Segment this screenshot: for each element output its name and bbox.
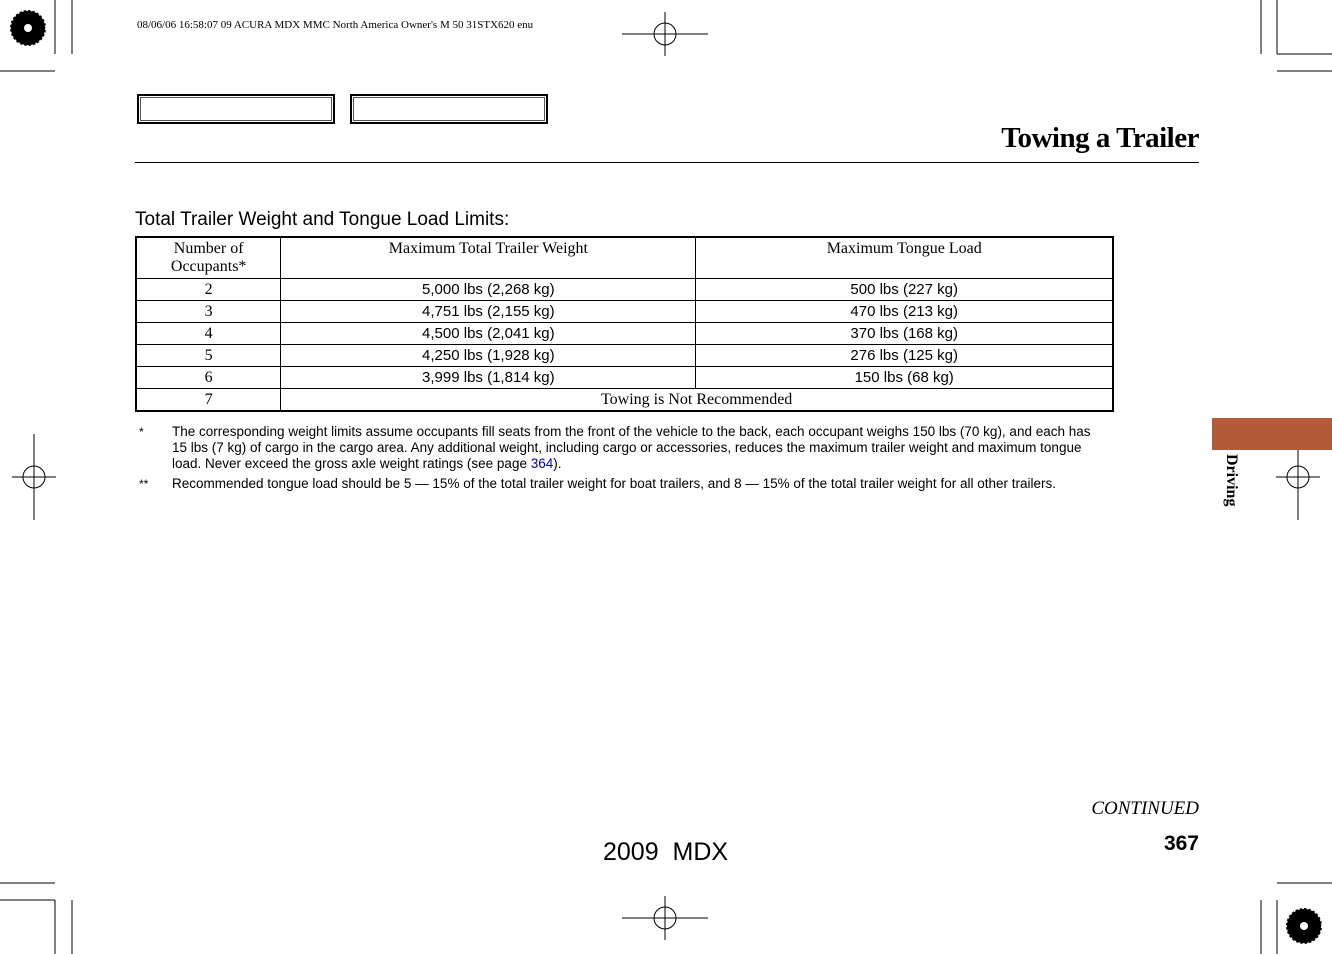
trailer-weight-cell: 4,250 lbs (1,928 kg) <box>281 345 696 367</box>
table-row <box>136 279 1113 301</box>
section-title: Total Trailer Weight and Tongue Load Limits: <box>135 209 510 230</box>
table-row <box>136 301 1113 323</box>
footnote-2 <box>139 476 1099 510</box>
footnote-1-text <box>172 424 1102 472</box>
page-title: Towing a Trailer <box>1001 122 1199 154</box>
footnote-2-mark: ** <box>139 477 149 491</box>
print-info: 08/06/06 16:58:07 09 ACURA MDX MMC North America Owner's M 50 31STX620 enu <box>137 19 534 31</box>
footnote-1-text-after: ). <box>553 456 562 471</box>
table-row <box>136 323 1113 345</box>
footnote-1-text-before: The corresponding weight limits assume occupants fill seats from the front of the vehicle to the back, each occupant weighs 150 lbs (70 kg), and each has 15 lbs (7 kg) of cargo in the cargo area. Any additional weight, including cargo or accessories, reduces the maximum trailer weight and maximum tongue load. Never exceed the gross axle weight ratings (see page <box>172 424 1091 471</box>
nav-button-right[interactable] <box>350 94 548 124</box>
footnote-1-mark: * <box>139 425 144 439</box>
limits-table <box>135 236 1114 412</box>
occupants-cell: 2 <box>136 279 281 301</box>
section-tab[interactable] <box>1212 418 1332 450</box>
occupants-cell: 3 <box>136 301 281 323</box>
header-tongue-load: Maximum Tongue Load <box>696 237 1113 279</box>
table-header-row <box>136 237 1113 279</box>
table-row <box>136 367 1113 389</box>
trailer-weight-cell: 5,000 lbs (2,268 kg) <box>281 279 696 301</box>
header-trailer-weight: Maximum Total Trailer Weight <box>281 237 696 279</box>
tongue-load-cell: 470 lbs (213 kg) <box>696 301 1113 323</box>
not-recommended-cell: Towing is Not Recommended <box>281 389 1113 412</box>
table-row <box>136 345 1113 367</box>
footnote-2-text: Recommended tongue load should be 5 — 15% of the total trailer weight for boat trailers, and 8 — 15% of the total trailer weight for all other trailers. <box>172 476 1056 491</box>
tongue-load-cell: 276 lbs (125 kg) <box>696 345 1113 367</box>
nav-button-left[interactable] <box>137 94 335 124</box>
trailer-weight-cell: 4,751 lbs (2,155 kg) <box>281 301 696 323</box>
model-label: 2009 MDX <box>603 838 729 866</box>
trailer-weight-cell: 4,500 lbs (2,041 kg) <box>281 323 696 345</box>
table-row <box>136 389 1113 412</box>
title-rule <box>135 162 1199 163</box>
trailer-weight-cell: 3,999 lbs (1,814 kg) <box>281 367 696 389</box>
tongue-load-cell: 150 lbs (68 kg) <box>696 367 1113 389</box>
footnote-1 <box>139 424 1099 474</box>
occupants-cell: 4 <box>136 323 281 345</box>
continued-label: CONTINUED <box>1091 798 1199 819</box>
section-tab-label: Driving <box>1223 454 1240 507</box>
occupants-cell: 5 <box>136 345 281 367</box>
tongue-load-cell: 370 lbs (168 kg) <box>696 323 1113 345</box>
page-364-link[interactable]: 364 <box>530 456 554 471</box>
occupants-cell: 6 <box>136 367 281 389</box>
tongue-load-cell: 500 lbs (227 kg) <box>696 279 1113 301</box>
page-number: 367 <box>1163 832 1199 855</box>
header-occupants: Number of Occupants* <box>136 237 281 279</box>
occupants-cell: 7 <box>136 389 281 412</box>
